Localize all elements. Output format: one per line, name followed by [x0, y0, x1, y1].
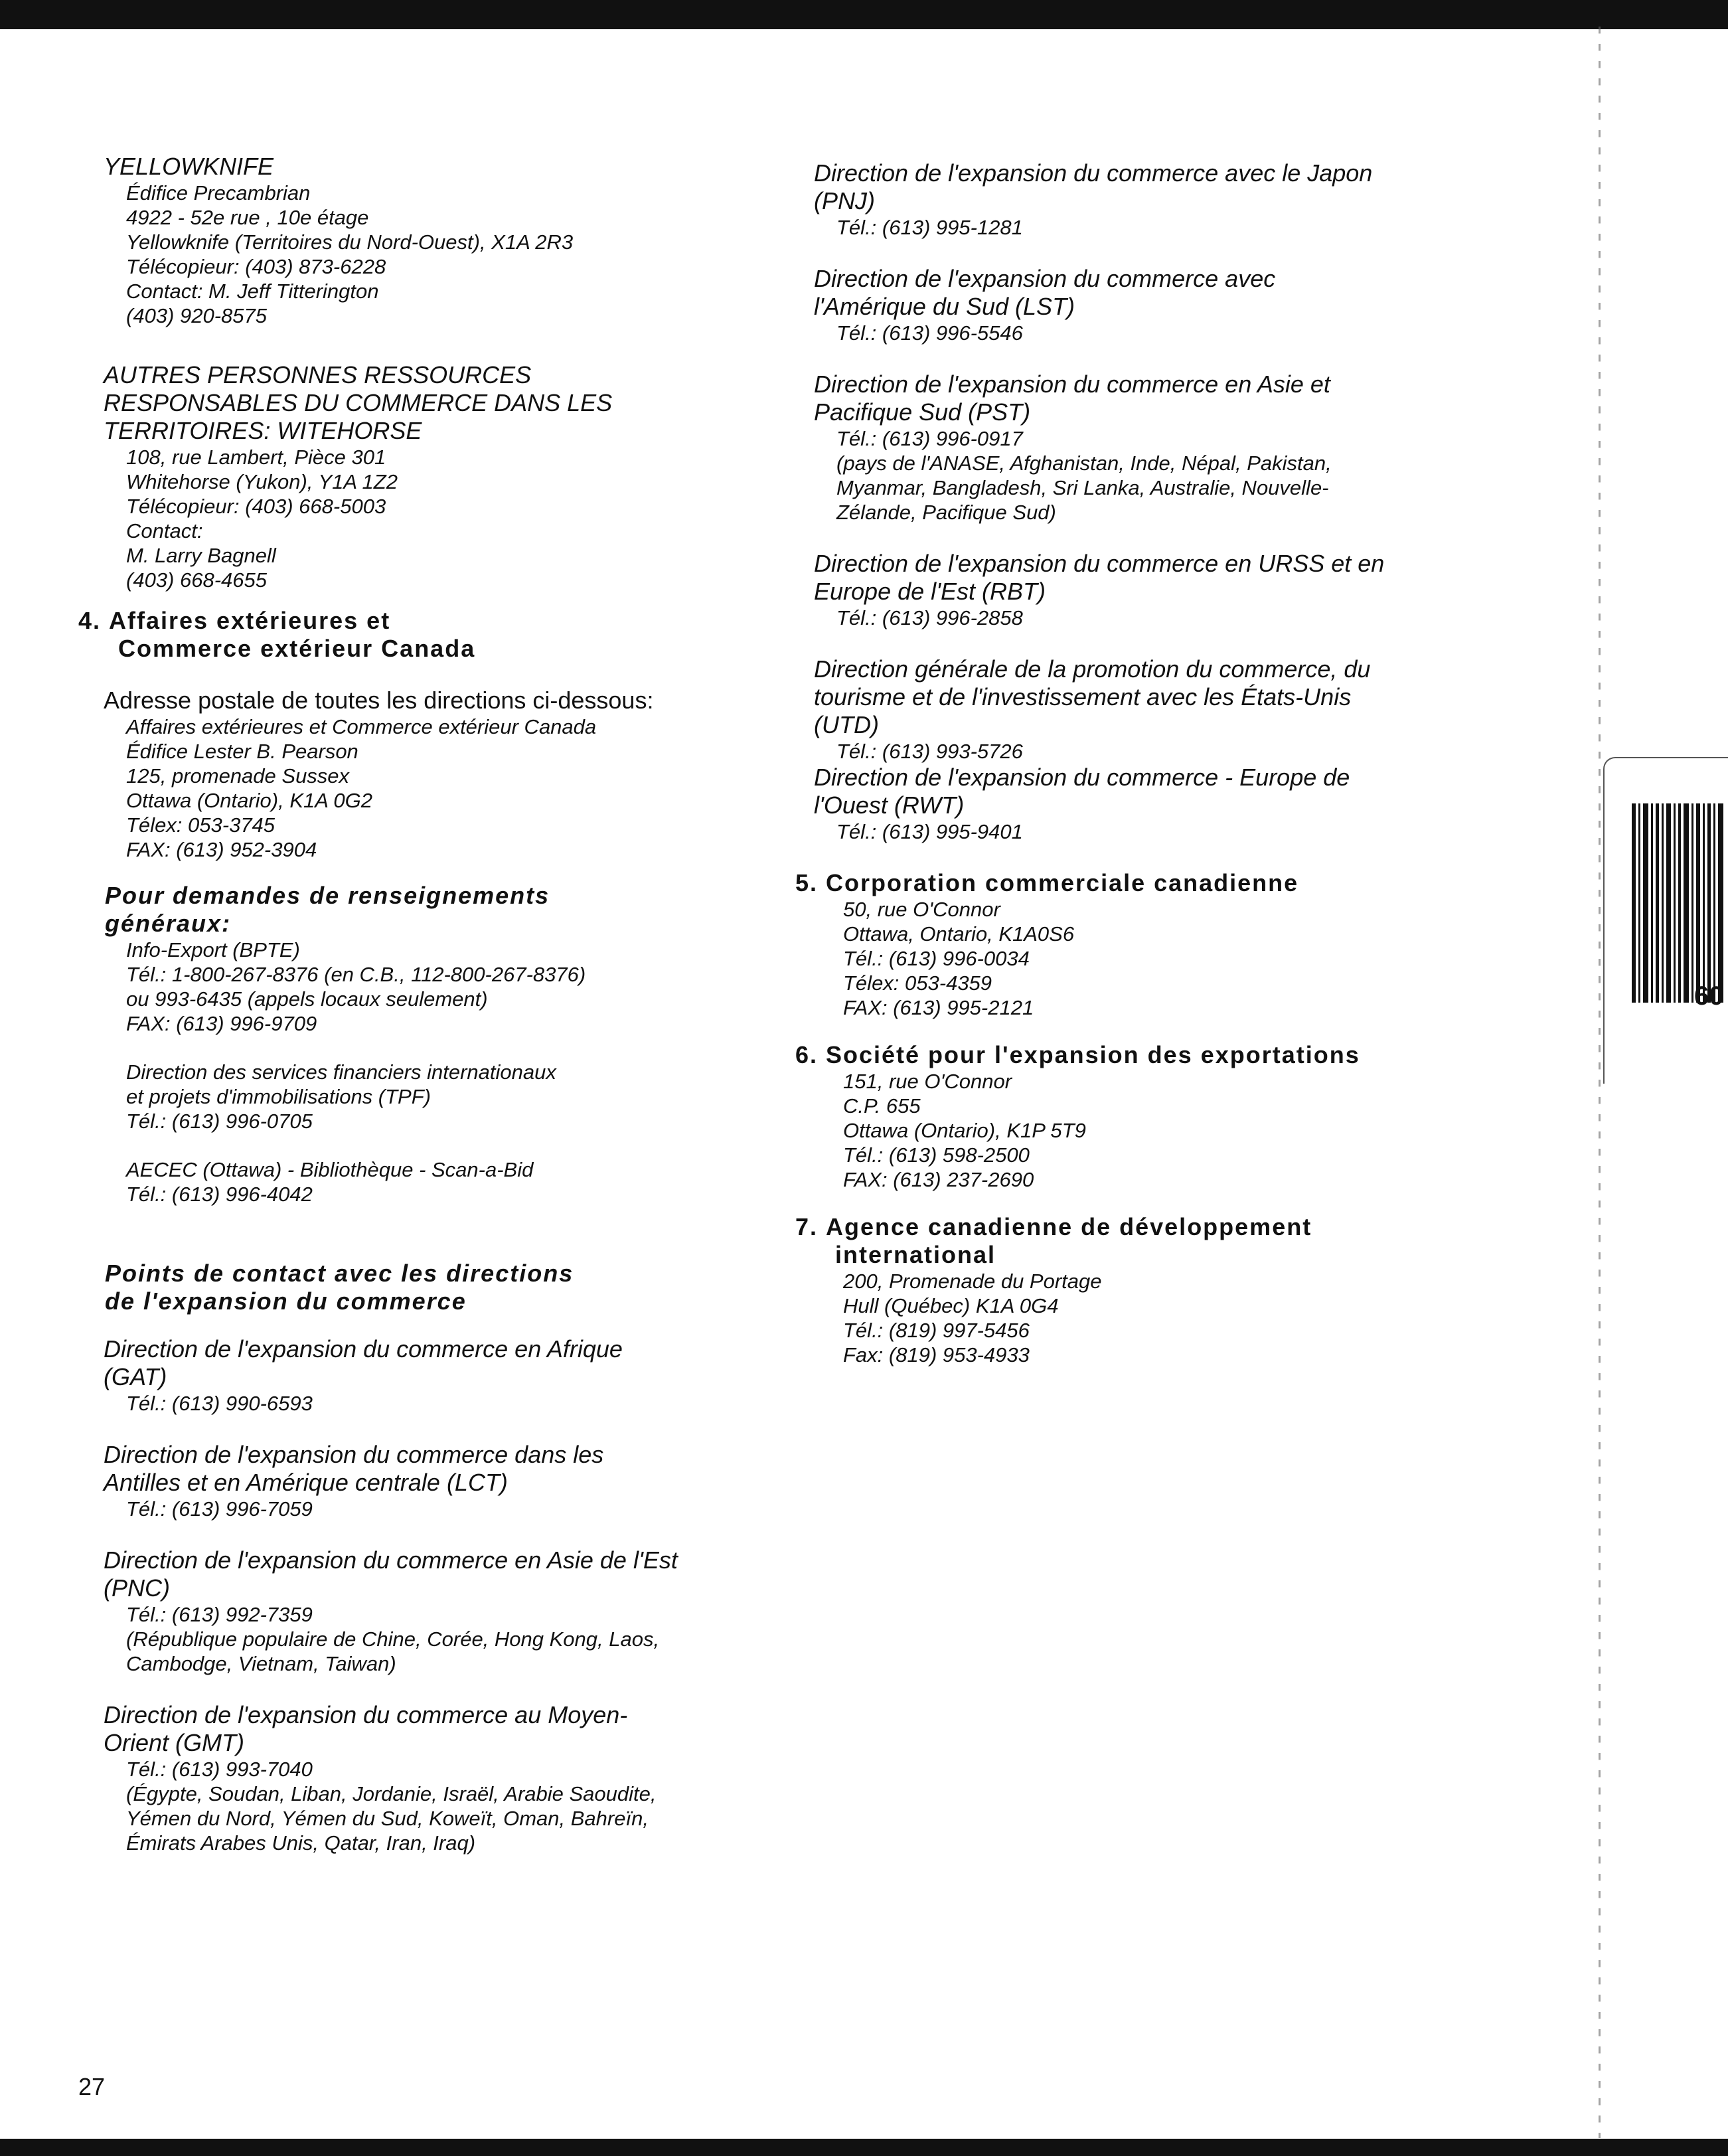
section-title-line [789, 869, 1472, 897]
direction-detail-line: Tél.: (613) 990-6593 [126, 1392, 313, 1415]
section-number: 7. [795, 1213, 819, 1240]
section-detail-line: Télex: 053-4359 [843, 971, 992, 995]
direction-title-line: Direction générale de la promotion du commerce, du [814, 655, 1371, 683]
text-line: Édifice Lester B. Pearson [126, 740, 358, 763]
text-line: de l'expansion du commerce [105, 1287, 467, 1315]
section-4-title-line1: Affaires extérieures et [109, 607, 391, 634]
text-line: RESPONSABLES DU COMMERCE DANS LES [104, 389, 613, 416]
yellowknife-block [78, 153, 755, 328]
text-line: FAX: (613) 996-9709 [126, 1012, 317, 1035]
page-number: 27 [78, 2073, 106, 2100]
direction-title-line: l'Ouest (RWT) [814, 791, 965, 819]
section-detail-line: 200, Promenade du Portage [843, 1270, 1102, 1293]
direction-entry [789, 159, 1472, 240]
section-4-title-line2: Commerce extérieur Canada [118, 635, 476, 662]
numbered-section [789, 869, 1472, 1020]
direction-detail-line: Myanmar, Bangladesh, Sri Lanka, Australie, Nouvelle- [836, 476, 1329, 499]
postal-label: Adresse postale de toutes les directions ci-dessous: [104, 687, 654, 714]
direction-title-line: (UTD) [814, 711, 879, 738]
direction-entry [789, 550, 1472, 630]
text-line: ou 993-6435 (appels locaux seulement) [126, 987, 488, 1011]
direction-entry [78, 1441, 755, 1521]
section-title-line [789, 1041, 1472, 1069]
direction-title-line: Pacifique Sud (PST) [814, 398, 1031, 426]
barcode-number: 60 [1694, 981, 1724, 1011]
text-line: et projets d'immobilisations (TPF) [126, 1085, 431, 1108]
direction-title-line: (PNJ) [814, 187, 875, 214]
direction-title-line: Antilles et en Amérique centrale (LCT) [104, 1469, 508, 1496]
page-edge-line [1599, 27, 1601, 2138]
text-line: 108, rue Lambert, Pièce 301 [126, 446, 386, 469]
text-line: Points de contact avec les directions [105, 1260, 574, 1287]
text-line: 4922 - 52e rue , 10e étage [126, 206, 369, 229]
text-line: Tél.: (613) 996-4042 [126, 1183, 313, 1206]
direction-entry [789, 265, 1472, 345]
scan-border-bottom [0, 2139, 1728, 2156]
direction-entry [78, 1701, 755, 1855]
direction-detail-line: Tél.: (613) 996-7059 [126, 1497, 313, 1521]
direction-detail-line: Tél.: (613) 993-5726 [836, 740, 1023, 763]
section-detail-line: 50, rue O'Connor [843, 898, 1000, 921]
direction-title-line: Direction de l'expansion du commerce dans les [104, 1441, 604, 1468]
section-4-title [78, 607, 755, 635]
direction-detail-line: Tél.: (613) 993-7040 [126, 1758, 313, 1781]
direction-title-line: l'Amérique du Sud (LST) [814, 293, 1075, 320]
direction-entry [789, 764, 1472, 844]
right-directions [789, 159, 1472, 844]
text-line: Télécopieur: (403) 668-5003 [126, 495, 386, 518]
direction-title-line: Direction de l'expansion du commerce avec [814, 265, 1276, 292]
direction-title-line: Direction de l'expansion du commerce avec le Japon [814, 159, 1373, 187]
text-line: AUTRES PERSONNES RESSOURCES [104, 361, 532, 388]
text-line: TERRITOIRES: WITEHORSE [104, 417, 422, 444]
direction-detail-line: (pays de l'ANASE, Afghanistan, Inde, Népal, Pakistan, [836, 452, 1332, 475]
text-line: Pour demandes de renseignements [105, 882, 550, 909]
tpf-lines [78, 1060, 755, 1133]
text-line: Info-Export (BPTE) [126, 938, 300, 961]
text-line: FAX: (613) 952-3904 [126, 838, 317, 861]
section-detail-line: Ottawa (Ontario), K1P 5T9 [843, 1119, 1086, 1142]
text-line: (403) 668-4655 [126, 568, 267, 592]
direction-detail-line: Émirats Arabes Unis, Qatar, Iran, Iraq) [126, 1831, 476, 1855]
section-title-text: Société pour l'expansion des exportations [826, 1041, 1360, 1068]
text-line: 125, promenade Sussex [126, 764, 350, 788]
text-line: AECEC (Ottawa) - Bibliothèque - Scan-a-Bid [126, 1158, 534, 1181]
text-line: Télex: 053-3745 [126, 813, 275, 837]
direction-detail-line: (Égypte, Soudan, Liban, Jordanie, Israël, Arabie Saoudite, [126, 1782, 657, 1805]
numbered-section [789, 1041, 1472, 1192]
yellowknife-title: YELLOWKNIFE [104, 153, 274, 180]
autres-lines [78, 445, 755, 592]
section-detail-line: Tél.: (613) 598-2500 [843, 1143, 1030, 1167]
text-line: Télécopieur: (403) 873-6228 [126, 255, 386, 278]
section-4 [78, 607, 755, 1855]
info-title [78, 882, 755, 938]
contacts-title [78, 1260, 755, 1315]
text-line: M. Larry Bagnell [126, 544, 276, 567]
section-detail-line: Tél.: (819) 997-5456 [843, 1319, 1030, 1342]
direction-detail-line: Tél.: (613) 996-5546 [836, 321, 1023, 345]
section-detail-line: 151, rue O'Connor [843, 1070, 1012, 1093]
direction-detail-line: Tél.: (613) 996-0917 [836, 427, 1023, 450]
left-column [78, 153, 755, 1880]
section-title-text: Corporation commerciale canadienne [826, 869, 1299, 896]
section-number: 5. [795, 869, 819, 896]
section-detail-line: Tél.: (613) 996-0034 [843, 947, 1030, 970]
direction-title-line: Europe de l'Est (RBT) [814, 578, 1046, 605]
direction-entry [78, 1335, 755, 1416]
direction-title-line: Direction de l'expansion du commerce en Asie et [814, 371, 1330, 398]
text-line: (403) 920-8575 [126, 304, 267, 327]
section-detail-line: FAX: (613) 237-2690 [843, 1168, 1034, 1191]
autres-title [78, 361, 755, 445]
postal-lines [78, 714, 755, 862]
direction-title-line: Direction de l'expansion du commerce au Moyen- [104, 1701, 628, 1728]
text-line: généraux: [105, 910, 232, 937]
text-line: Ottawa (Ontario), K1A 0G2 [126, 789, 373, 812]
direction-detail-line: Cambodge, Vietnam, Taiwan) [126, 1652, 396, 1675]
section-title-line: international [835, 1241, 996, 1268]
direction-title-line: (PNC) [104, 1574, 170, 1602]
text-line: Édifice Precambrian [126, 181, 311, 205]
text-line: Whitehorse (Yukon), Y1A 1Z2 [126, 470, 398, 493]
direction-entry [789, 371, 1472, 525]
direction-entry [789, 655, 1472, 764]
direction-detail-line: Yémen du Nord, Yémen du Sud, Koweït, Oman, Bahreïn, [126, 1807, 649, 1830]
numbered-section [789, 1213, 1472, 1367]
section-detail-line: Hull (Québec) K1A 0G4 [843, 1294, 1059, 1317]
direction-detail-line: Tél.: (613) 995-9401 [836, 820, 1023, 843]
text-line: Tél.: (613) 996-0705 [126, 1110, 313, 1133]
section-title-line [789, 1213, 1472, 1241]
direction-title-line: Direction de l'expansion du commerce en URSS et en [814, 550, 1385, 577]
left-directions [78, 1335, 755, 1855]
text-line: Direction des services financiers internationaux [126, 1060, 556, 1084]
autres-block [78, 361, 755, 592]
direction-detail-line: (République populaire de Chine, Corée, Hong Kong, Laos, [126, 1627, 660, 1651]
direction-title-line: Direction de l'expansion du commerce en Afrique [104, 1335, 623, 1363]
text-line: Yellowknife (Territoires du Nord-Ouest), X1A 2R3 [126, 230, 574, 254]
text-line: Affaires extérieures et Commerce extérieur Canada [126, 715, 597, 738]
section-detail-line: Ottawa, Ontario, K1A0S6 [843, 922, 1075, 946]
section-detail-line: FAX: (613) 995-2121 [843, 996, 1034, 1019]
section-detail-line: Fax: (819) 953-4933 [843, 1343, 1030, 1367]
direction-detail-line: Tél.: (613) 992-7359 [126, 1603, 313, 1626]
right-column [789, 159, 1472, 1383]
text-line: Contact: [126, 519, 203, 542]
direction-title-line: Direction de l'expansion du commerce - Europe de [814, 764, 1350, 791]
section-4-number: 4. [78, 607, 102, 634]
aecec-lines [78, 1157, 755, 1206]
right-sections [789, 869, 1472, 1367]
yellowknife-lines [78, 181, 755, 328]
direction-detail-line: Zélande, Pacifique Sud) [836, 501, 1056, 524]
section-number: 6. [795, 1041, 819, 1068]
text-line: Contact: M. Jeff Titterington [126, 280, 379, 303]
section-detail-line: C.P. 655 [843, 1094, 921, 1118]
direction-title-line: Direction de l'expansion du commerce en Asie de l'Est [104, 1546, 678, 1574]
scan-border-top [0, 0, 1728, 29]
direction-detail-line: Tél.: (613) 995-1281 [836, 216, 1023, 239]
info-lines [78, 938, 755, 1036]
section-title-text: Agence canadienne de développement [826, 1213, 1312, 1240]
direction-title-line: tourisme et de l'investissement avec les États-Unis [814, 683, 1352, 710]
direction-entry [78, 1546, 755, 1676]
direction-detail-line: Tél.: (613) 996-2858 [836, 606, 1023, 629]
text-line: Tél.: 1-800-267-8376 (en C.B., 112-800-267-8376) [126, 963, 586, 986]
direction-title-line: (GAT) [104, 1363, 167, 1390]
direction-title-line: Orient (GMT) [104, 1729, 244, 1756]
